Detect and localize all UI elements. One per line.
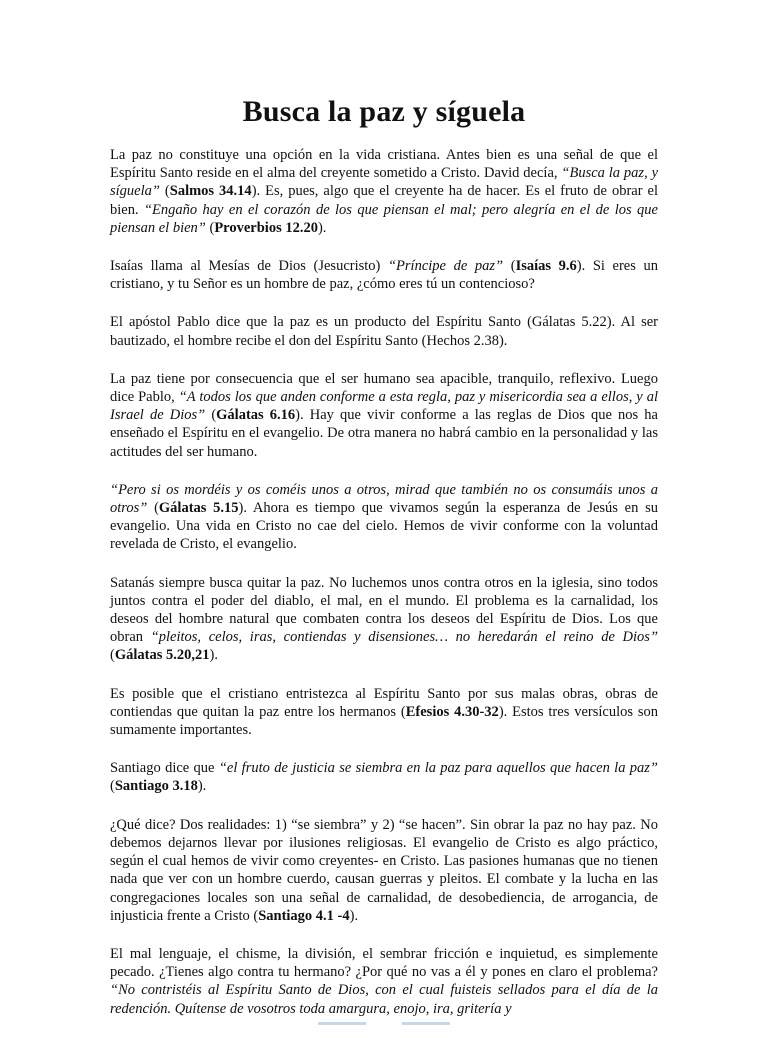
quotation: “Engaño hay en el corazón de los que piensan el mal; pero alegría en el de los que piensan el bien” xyxy=(110,201,658,236)
paragraph xyxy=(110,481,658,554)
quotation: “No contristéis al Espíritu Santo de Dios, con el cual fuisteis sellados para el día de la redención. Quítense de vosotros toda amargura, enojo, ira, gritería y xyxy=(110,982,658,1017)
text-run: Santiago dice que xyxy=(110,760,219,777)
bible-reference: Santiago 4.1 -4 xyxy=(258,907,350,924)
text-run: Isaías llama al Mesías de Dios (Jesucristo) xyxy=(110,258,388,275)
paragraph xyxy=(110,685,658,740)
bottom-page-strip xyxy=(0,1014,768,1024)
bible-reference: Gálatas 5.20,21 xyxy=(114,647,210,664)
text-run: ). xyxy=(317,219,327,236)
document-page xyxy=(110,0,658,1038)
paragraph xyxy=(110,816,658,925)
page-title: Busca la paz y síguela xyxy=(242,95,526,128)
paragraph xyxy=(110,574,658,665)
paragraph xyxy=(110,146,658,237)
text-run: El mal lenguaje, el chisme, la división, el sembrar fricción e inquietud, es simplemente pecado. ¿Tienes algo contra tu hermano? ¿Por qué no vas a él y pones en claro el problema? xyxy=(110,945,658,981)
text-run: ( xyxy=(205,407,217,424)
text-run: Es posible que el cristiano entristezca al Espíritu Santo por sus malas obras, obras de contiendas que quitan la paz entre los hermanos ( xyxy=(110,685,658,720)
bible-reference: Gálatas 6.16 xyxy=(216,407,296,424)
text-run: ). Estos tres versículos son sumamente importantes. xyxy=(110,703,658,739)
text-run: El apóstol Pablo dice que la paz es un producto del Espíritu Santo (Gálatas 5.22). Al ser bautizado, el hombre recibe el don del Espíritu Santo (Hechos 2.38). xyxy=(110,314,658,349)
document-body xyxy=(110,146,658,1018)
quotation: “Busca la paz, y síguela” xyxy=(110,165,659,200)
text-run: ( xyxy=(205,219,215,236)
paragraph xyxy=(110,370,658,461)
quotation: “Príncipe de paz” xyxy=(387,258,504,275)
paragraph xyxy=(110,945,658,1018)
text-run: ( xyxy=(503,258,516,275)
text-run: ). xyxy=(209,647,218,664)
bible-reference: Efesios 4.30-32 xyxy=(405,703,499,720)
text-run: ( xyxy=(110,778,115,795)
text-run: ¿Qué dice? Dos realidades: 1) “se siembra” y 2) “se hacen”. Sin obrar la paz no hay paz. No debemos dejarnos llevar por ilusiones religiosas. El evangelio de Cristo es algo práctico, según el cual hemos de vivir como creyentes- en Cristo. Las pasiones humanas que no tienen nada que ver con un hombre cuerdo, causan guerras y pleitos. El combate y la lucha en las congregaciones locales son una señal de carnalidad, de desobediencia, de arrogancia, de injusticia frente a Cristo ( xyxy=(110,816,658,924)
quotation: “A todos los que anden conforme a esta regla, paz y misericordia sea a ellos, y al Israel de Dios” xyxy=(110,389,658,424)
text-run: ( xyxy=(110,647,115,664)
text-run: ). xyxy=(349,907,359,924)
text-run: ( xyxy=(159,183,170,200)
quotation: “pleitos, celos, iras, contiendas y disensiones… no heredarán el reino de Dios” xyxy=(150,629,659,646)
quotation: “el fruto de justicia se siembra en la paz para aquellos que hacen la paz” xyxy=(218,760,658,777)
paragraph xyxy=(110,313,658,349)
text-run: La paz no constituye una opción en la vida cristiana. Antes bien es una señal de que el Espíritu Santo reside en el alma del creyente sometido a Cristo. David decía, xyxy=(110,147,658,182)
bible-reference: Gálatas 5.15 xyxy=(158,500,239,517)
bible-reference: Santiago 3.18 xyxy=(114,778,198,795)
text-run: Satanás siempre busca quitar la paz. No luchemos unos contra otros en la iglesia, sino todos juntos contra el poder del diablo, el mal, en el mundo. El problema es la carnalidad, los deseos del hombre natural que combaten contra los deseos del Espíritu de Dios. Los que obran xyxy=(110,574,658,646)
bible-reference: Isaías 9.6 xyxy=(515,258,577,275)
text-run: ). Hay que vivir conforme a las reglas de Dios que nos ha enseñado el Espíritu en el evangelio. De otra manera no habrá cambio en la personalidad y las actitudes del ser humano. xyxy=(110,407,658,460)
text-run: ). Ahora es tiempo que vivamos según la esperanza de Jesús en su evangelio. Una vida en Cristo no cae del cielo. Hemos de vivir conforme con la voluntad revelada de Cristo, el evangelio. xyxy=(110,500,658,553)
paragraph xyxy=(110,257,658,293)
text-run: ( xyxy=(147,500,159,517)
text-run: ). Si eres un cristiano, y tu Señor es un hombre de paz, ¿cómo eres tú un contencioso? xyxy=(110,258,658,293)
bible-reference: Proverbios 12.20 xyxy=(214,219,318,236)
paragraph xyxy=(110,759,658,795)
bible-reference: Salmos 34.14 xyxy=(169,183,252,200)
text-run: La paz tiene por consecuencia que el ser humano sea apacible, tranquilo, reflexivo. Luego dice Pablo, xyxy=(110,370,658,406)
text-run: ). Es, pues, algo que el creyente ha de hacer. Es el fruto de obrar el bien. xyxy=(110,183,658,218)
text-run: ). xyxy=(197,778,207,795)
quotation: “Pero si os mordéis y os coméis unos a otros, mirad que también no os consumáis unos a otros” xyxy=(110,481,658,517)
